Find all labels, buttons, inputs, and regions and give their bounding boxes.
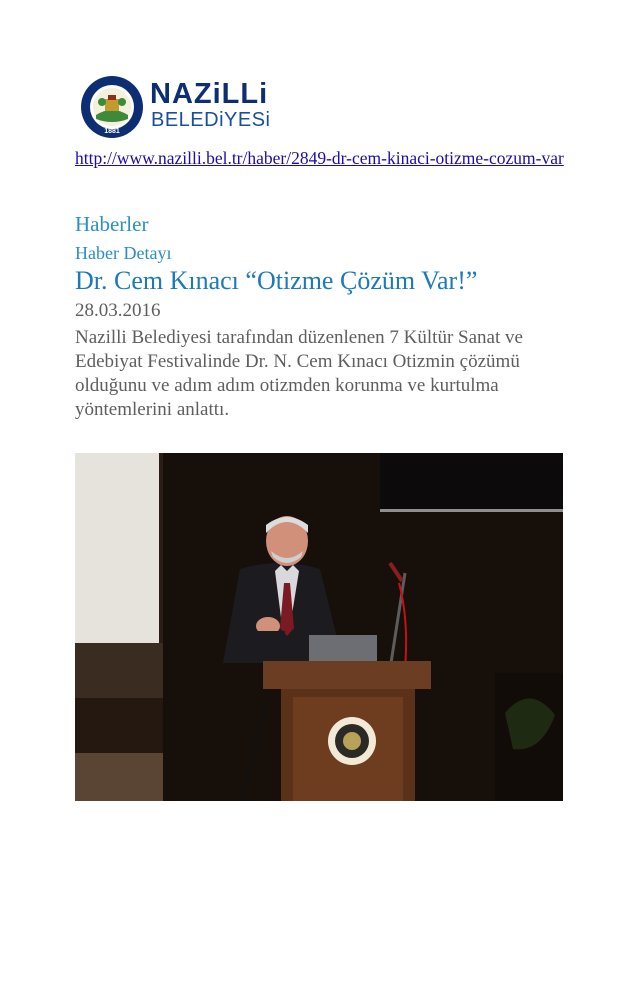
nazilli-belediyesi-logo — [80, 75, 290, 139]
publish-date: 28.03.2016 — [75, 300, 161, 321]
source-url-link[interactable]: http://www.nazilli.bel.tr/haber/2849-dr-cem-kinaci-otizme-cozum-var — [75, 148, 564, 168]
seal-year: 1881 — [104, 128, 120, 135]
subsection-label: Haber Detayı — [75, 243, 172, 263]
brand-name: NAZiLLi — [150, 78, 269, 110]
municipality-seal-icon — [80, 75, 144, 139]
speaker-at-podium-photo — [75, 453, 563, 801]
headline: Dr. Cem Kınacı “Otizme Çözüm Var!” — [75, 266, 478, 295]
section-label: Haberler — [75, 212, 149, 236]
brand-subtitle: BELEDiYESi — [151, 109, 271, 131]
article-body: Nazilli Belediyesi tarafından düzenlenen 7 Kültür Sanat ve Edebiyat Festivalinde Dr. N. Cem Kınacı Otizmin çözümü olduğunu ve adım adım otizmden korunma ve kurtulma yöntemlerini anlattı. — [75, 327, 523, 420]
